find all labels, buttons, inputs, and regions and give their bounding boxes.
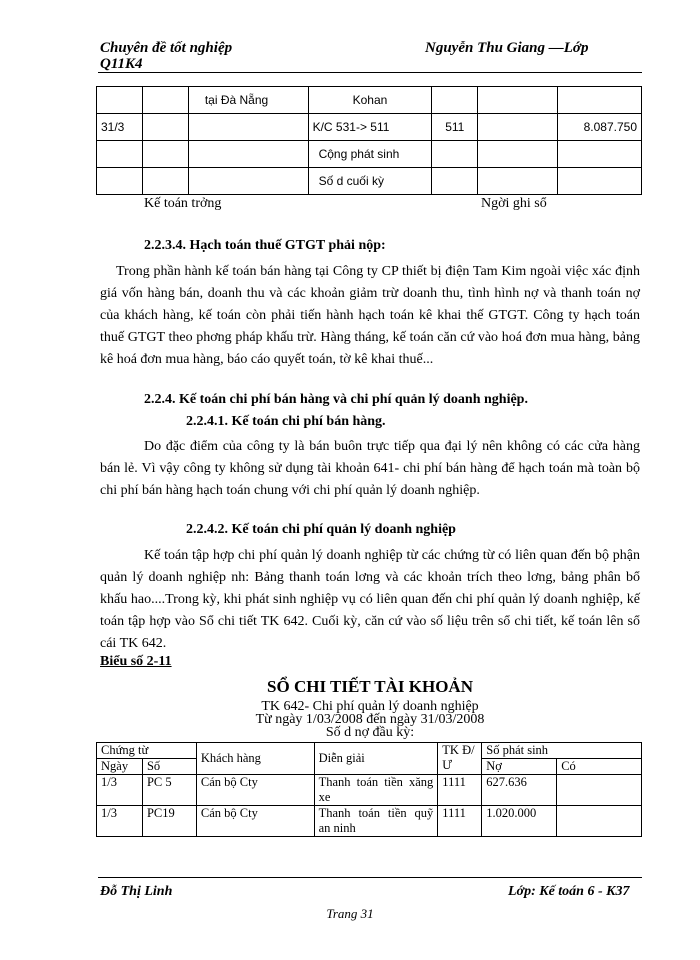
table-cell-tk: 1111: [438, 775, 482, 806]
top-table-cell: [478, 141, 558, 168]
col-header-customer: Khách hàng: [196, 743, 314, 775]
header-divider: [98, 72, 642, 73]
paragraph-2234-text: Trong phần hành kế toán bán hàng tại Công ty CP thiết bị điện Tam Kim ngoài việc xác định giá vốn hàng bán, doanh thu và các khoản giảm trừ doanh thu, tình hình nợ và thanh toán nợ của khách hàng, kế toán còn phải tiến hành hạch toán kê khai thế GTGT. Công ty hạch toán thuế GTGT theo phơng pháp khấu trừ. Hàng tháng, kế toán căn cứ vào hoá đơn mua hàng, bảng kê hoá đơn mua hàng, báo cáo quyết toán, tờ kê khai thuế...: [100, 264, 640, 367]
top-table-cell: [142, 87, 188, 114]
table-cell-tk: 1111: [438, 806, 482, 837]
table-cell-dg: Thanh toán tiền xăng xe: [314, 775, 438, 806]
col-header-date: Ngày: [97, 759, 143, 775]
col-header-credit: Có: [557, 759, 642, 775]
signature-chief-accountant: Kế toán trởng: [144, 196, 222, 211]
col-header-amount: Số phát sinh: [482, 743, 642, 759]
col-header-debit: Nợ: [482, 759, 557, 775]
top-table-row: [97, 114, 642, 141]
footer-student: Đỗ Thị Linh: [100, 884, 173, 899]
heading-2234: 2.2.3.4. Hạch toán thuế GTGT phải nộp:: [144, 238, 386, 253]
top-table-cell: [142, 168, 188, 195]
page-number: Trang 31: [326, 906, 374, 921]
top-table-cell: [478, 87, 558, 114]
top-table-cell: [142, 114, 188, 141]
top-table-cell: Cộng phát sinh: [308, 141, 432, 168]
top-table-cell: K/C 531-> 511: [308, 114, 432, 141]
top-table-cell: [188, 114, 308, 141]
table-cell-co: [557, 806, 642, 837]
form-subtitle-period: Từ ngày 1/03/2008 đến ngày 31/03/2008: [255, 712, 485, 727]
top-table-cell: [97, 141, 143, 168]
header-topic: Chuyên đề tốt nghiệp: [100, 40, 233, 56]
footer-class: Lớp: Kế toán 6 - K37: [508, 884, 630, 899]
paragraph-2242: [100, 545, 640, 655]
col-header-description: Diễn giải: [314, 743, 438, 775]
header-author: Nguyễn Thu Giang —Lớp: [425, 40, 589, 56]
top-ledger-table: [96, 86, 642, 195]
top-table-cell: 8.087.750: [558, 114, 642, 141]
paragraph-2241: [100, 436, 640, 502]
account-detail-table: [96, 742, 642, 837]
form-label: Biểu số 2-11: [100, 654, 172, 669]
form-title: SỔ CHI TIẾT TÀI KHOẢN: [267, 677, 473, 696]
paragraph-2241-text: Do đặc điểm của công ty là bán buôn trực tiếp qua đại lý nên không có các cửa hàng bán lẻ. Vì vậy công ty không sử dụng tài khoản 641- chi phí bán hàng để hạch toán mà toàn bộ chi phí bán hàng hạch toán chung với chi phí quản lý doanh nghiệp.: [100, 439, 640, 498]
footer-divider: [98, 877, 642, 878]
top-table-row: [97, 168, 642, 195]
top-table-cell: [97, 87, 143, 114]
top-table-cell: 31/3: [97, 114, 143, 141]
table-cell-ngay: 1/3: [97, 806, 143, 837]
paragraph-2234: [100, 261, 640, 371]
col-header-number: Số: [142, 759, 196, 775]
top-table-cell: [432, 87, 478, 114]
top-table-cell: [142, 141, 188, 168]
top-table-cell: 511: [432, 114, 478, 141]
top-table-cell: Số d cuối kỳ: [308, 168, 432, 195]
signature-recorder: Ngời ghi sổ: [481, 196, 547, 211]
top-table-cell: [97, 168, 143, 195]
heading-2242: 2.2.4.2. Kế toán chi phí quản lý doanh nghiệp: [186, 522, 456, 537]
heading-2241: 2.2.4.1. Kế toán chi phí bán hàng.: [186, 414, 386, 429]
table-cell-so: PC19: [142, 806, 196, 837]
table-row: [97, 806, 642, 837]
col-header-voucher: Chứng từ: [97, 743, 197, 759]
paragraph-2242-text: Kế toán tập hợp chi phí quản lý doanh nghiệp từ các chứng từ có liên quan đến bộ phận quản lý doanh nghiệp nh: Bảng thanh toán lơng và các khoản trích theo lơng, bảng phân bổ khấu hao....Trong kỳ, khi phát sinh nghiệp vụ có liên quan đến chi phí quản lý doanh nghiệp, kế toán tập hợp vào Sổ chi tiết TK 642. Cuối kỳ, căn cứ vào số liệu trên sổ chi tiết, kế toán lên sổ cái TK 642.: [100, 548, 640, 651]
top-table-row: [97, 87, 642, 114]
top-table-row: [97, 141, 642, 168]
top-table-cell: [188, 141, 308, 168]
table-cell-no: 1.020.000: [482, 806, 557, 837]
table-cell-dg: Thanh toán tiền quỹ an ninh: [314, 806, 438, 837]
top-table-cell: [432, 141, 478, 168]
col-header-contra-account: TK Đ/Ư: [438, 743, 482, 775]
form-opening-balance: Số d nợ đầu kỳ:: [325, 725, 415, 740]
top-table-cell: [558, 87, 642, 114]
table-cell-kh: Cán bộ Cty: [196, 775, 314, 806]
top-table-cell: [432, 168, 478, 195]
header-class-code: Q11K4: [100, 56, 143, 72]
top-table-cell: [558, 168, 642, 195]
top-table-cell: tại Đà Nẵng: [188, 87, 308, 114]
heading-224: 2.2.4. Kế toán chi phí bán hàng và chi phí quản lý doanh nghiệp.: [144, 392, 528, 407]
top-table-cell: [188, 168, 308, 195]
table-cell-so: PC 5: [142, 775, 196, 806]
table-row: [97, 775, 642, 806]
top-table-cell: [478, 168, 558, 195]
table-cell-no: 627.636: [482, 775, 557, 806]
header-left: [100, 40, 232, 72]
table-cell-ngay: 1/3: [97, 775, 143, 806]
top-table-cell: [558, 141, 642, 168]
top-table-cell: [478, 114, 558, 141]
top-table-cell: Kohan: [308, 87, 432, 114]
table-cell-kh: Cán bộ Cty: [196, 806, 314, 837]
table-cell-co: [557, 775, 642, 806]
form-subtitle-account: TK 642- Chi phí quản lý doanh nghiệp: [261, 699, 479, 714]
